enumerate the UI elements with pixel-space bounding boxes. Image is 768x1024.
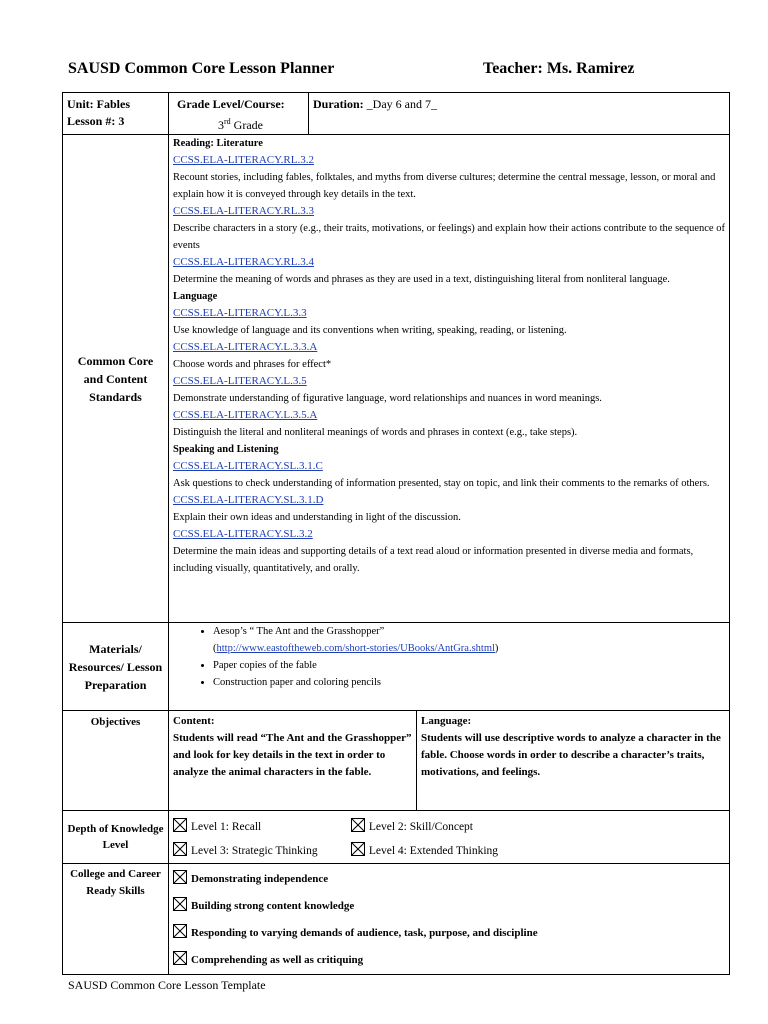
dok-level4: Level 4: Extended Thinking: [351, 845, 498, 857]
checkbox-icon[interactable]: [173, 897, 187, 911]
unit-label: Unit: Fables: [67, 97, 130, 111]
materials-cell: [169, 623, 730, 711]
standard-desc: Determine the meaning of words and phrases as they are used in a text, distinguishing literal from nonliteral language.: [173, 274, 670, 285]
standard-link[interactable]: CCSS.ELA-LITERACY.L.3.5: [173, 375, 307, 387]
content-label: Content:: [173, 715, 215, 727]
checkbox-icon[interactable]: [173, 842, 187, 856]
section-language: Language: [173, 291, 218, 302]
checkbox-icon[interactable]: [173, 951, 187, 965]
unit-cell: [63, 93, 169, 135]
language-text: Students will use descriptive words to analyze a character in the fable. Choose words in order to describe a character’s traits, motivations, and feelings.: [421, 732, 721, 778]
list-item: • Aesop’s “ The Ant and the Grasshopper” (http://www.eastoftheweb.com/short-stories/UBooks/AntGra.shtml): [213, 623, 725, 657]
checkbox-icon[interactable]: [173, 870, 187, 884]
list-item: • Paper copies of the fable: [213, 657, 725, 674]
ccr-item: Responding to varying demands of audience, task, purpose, and discipline: [173, 920, 725, 947]
ccr-item: Demonstrating independence: [173, 866, 725, 893]
language-label: Language:: [421, 715, 472, 727]
content-text: Students will read “The Ant and the Grasshopper” and look for key details in the text in order to analyze the animal characters in the fable.: [173, 732, 412, 778]
standard-desc: Ask questions to check understanding of information presented, stay on topic, and link their comments to the remarks of others.: [173, 478, 710, 489]
grade-value: 3rd Grade: [218, 117, 263, 132]
standard-desc: Determine the main ideas and supporting details of a text read aloud or information presented in diverse media and formats, including visually, quantitatively, and orally.: [173, 546, 694, 574]
standard-link[interactable]: CCSS.ELA-LITERACY.RL.3.4: [173, 256, 314, 268]
teacher-name: Teacher: Ms. Ramirez: [483, 60, 635, 77]
dok-level2: Level 2: Skill/Concept: [351, 821, 473, 833]
standard-desc: Recount stories, including fables, folktales, and myths from diverse cultures; determine the central message, lesson, or moral and explain how it is conveyed through key details in the text.: [173, 172, 716, 200]
standard-desc: Choose words and phrases for effect*: [173, 359, 332, 370]
standard-link[interactable]: CCSS.ELA-LITERACY.SL.3.2: [173, 528, 313, 540]
lesson-number: Lesson #: 3: [67, 114, 125, 128]
standard-link[interactable]: CCSS.ELA-LITERACY.L.3.3: [173, 307, 307, 319]
lesson-plan-table: [62, 92, 730, 975]
section-reading: Reading: Literature: [173, 138, 263, 149]
standards-cell: [169, 135, 730, 623]
standard-link[interactable]: CCSS.ELA-LITERACY.RL.3.2: [173, 154, 314, 166]
standard-desc: Demonstrate understanding of figurative language, word relationships and nuances in word meanings.: [173, 393, 602, 404]
dok-cell: [169, 811, 730, 864]
standard-desc: Distinguish the literal and nonliteral meanings of words and phrases in context (e.g., take steps).: [173, 427, 578, 438]
grade-cell: [169, 93, 309, 135]
dok-level3: Level 3: Strategic Thinking: [173, 839, 348, 863]
standard-desc: Describe characters in a story (e.g., their traits, motivations, or feelings) and explain how their actions contribute to the sequence of events: [173, 223, 725, 251]
dok-level1: Level 1: Recall: [173, 815, 348, 839]
ccr-item: Building strong content knowledge: [173, 893, 725, 920]
content-objective-cell: [169, 711, 417, 811]
checkbox-icon[interactable]: [351, 818, 365, 832]
standard-desc: Explain their own ideas and understanding in light of the discussion.: [173, 512, 461, 523]
grade-label: Grade Level/Course:: [177, 97, 285, 111]
duration-label: Duration:: [313, 97, 364, 111]
materials-list: [173, 623, 725, 691]
standards-label: Common Core and Content Standards: [63, 135, 169, 623]
ccr-cell: [169, 864, 730, 975]
checkbox-icon[interactable]: [351, 842, 365, 856]
checkbox-icon[interactable]: [173, 818, 187, 832]
fable-link[interactable]: http://www.eastoftheweb.com/short-stories/UBooks/AntGra.shtml: [216, 643, 495, 654]
ccr-label: College and Career Ready Skills: [63, 864, 169, 975]
checkbox-icon[interactable]: [173, 924, 187, 938]
document-title: SAUSD Common Core Lesson Planner: [68, 60, 335, 77]
duration-cell: [309, 93, 730, 135]
footer-text: SAUSD Common Core Lesson Template: [68, 978, 266, 992]
standard-link[interactable]: CCSS.ELA-LITERACY.L.3.5.A: [173, 409, 318, 421]
standard-desc: Use knowledge of language and its conventions when writing, speaking, reading, or listening.: [173, 325, 567, 336]
ccr-item: Comprehending as well as critiquing: [173, 947, 725, 974]
list-item: • Construction paper and coloring pencils: [213, 674, 725, 691]
objectives-label: Objectives: [63, 711, 169, 811]
materials-label: Materials/ Resources/ Lesson Preparation: [63, 623, 169, 711]
dok-label: Depth of Knowledge Level: [63, 811, 169, 864]
standard-link[interactable]: CCSS.ELA-LITERACY.SL.3.1.C: [173, 460, 323, 472]
standard-link[interactable]: CCSS.ELA-LITERACY.L.3.3.A: [173, 341, 318, 353]
language-objective-cell: [417, 711, 730, 811]
standard-link[interactable]: CCSS.ELA-LITERACY.SL.3.1.D: [173, 494, 324, 506]
duration-value: _Day 6 and 7_: [363, 97, 437, 111]
standard-link[interactable]: CCSS.ELA-LITERACY.RL.3.3: [173, 205, 314, 217]
section-speaking: Speaking and Listening: [173, 444, 279, 455]
